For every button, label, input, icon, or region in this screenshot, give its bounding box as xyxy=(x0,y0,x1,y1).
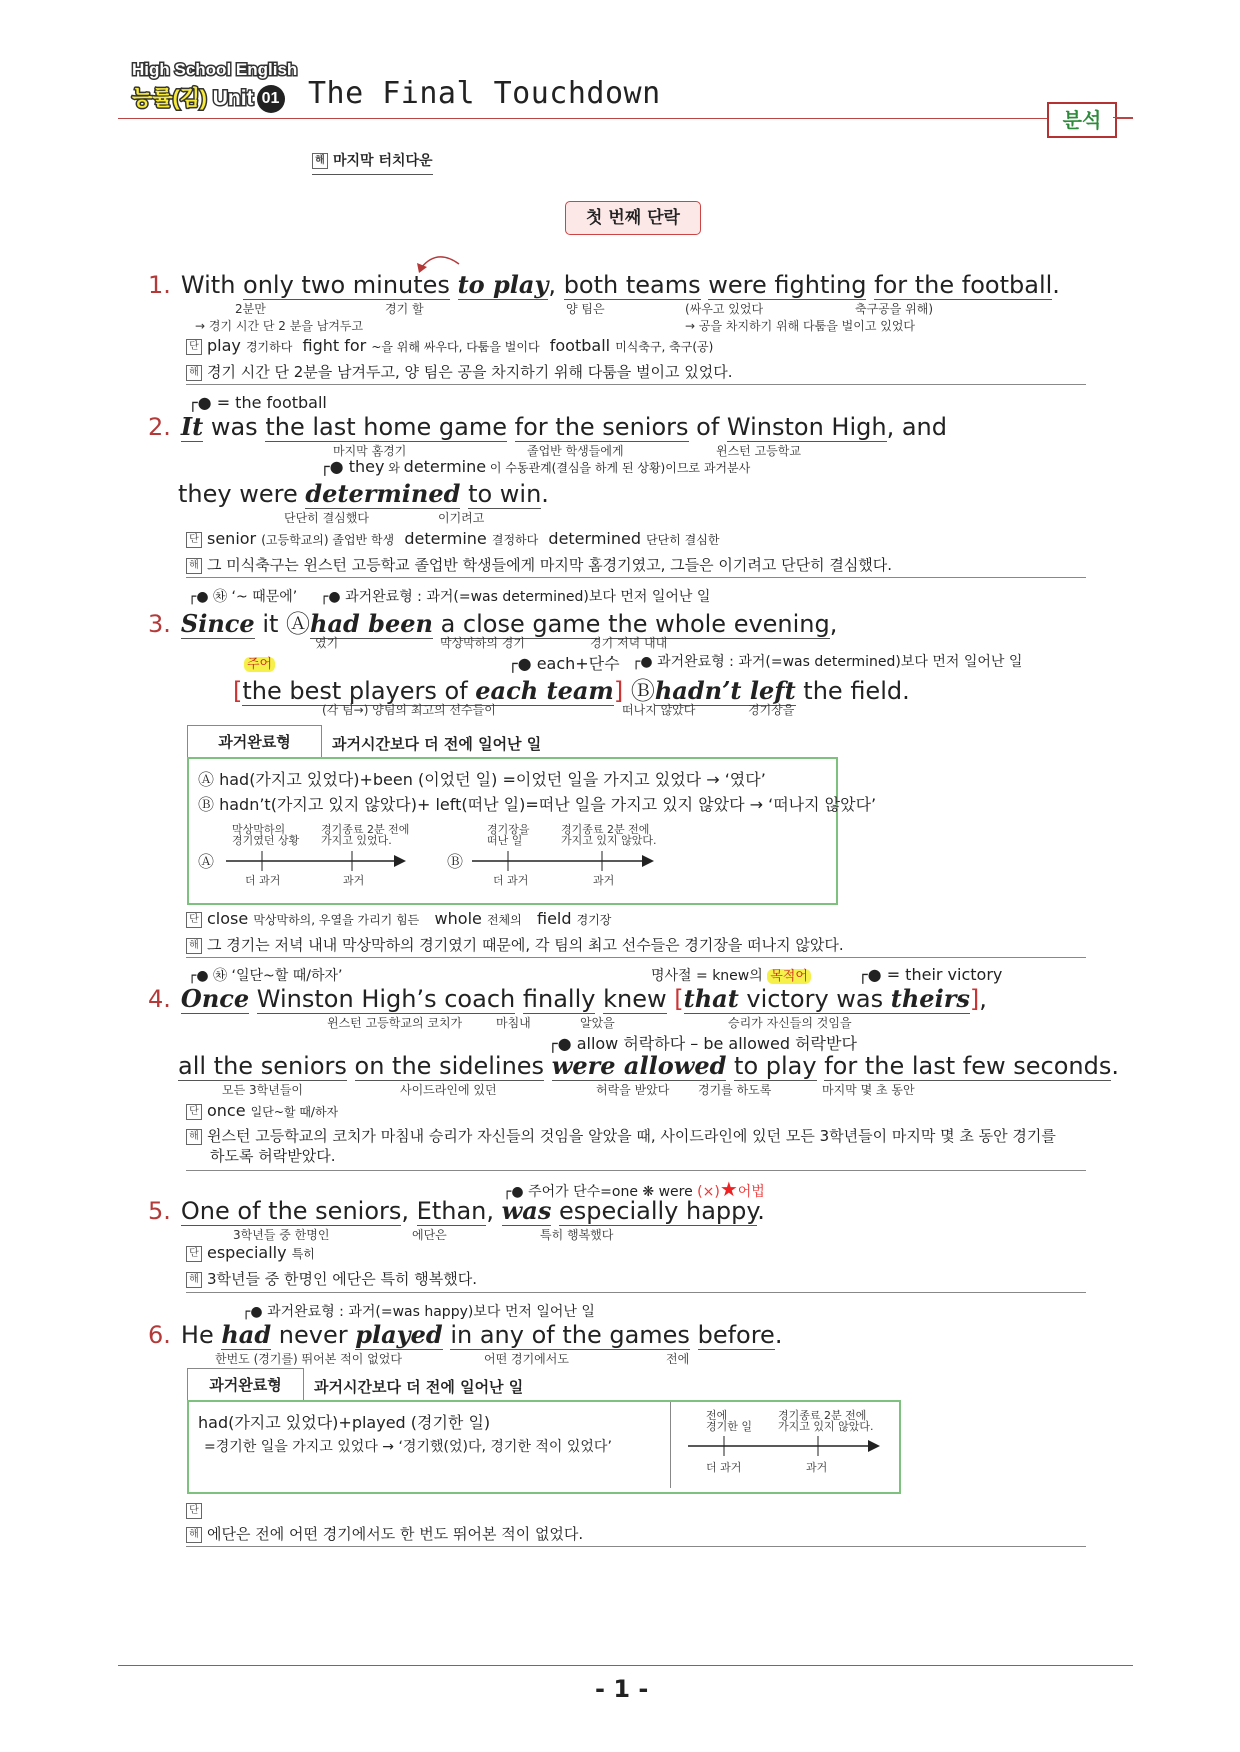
timeline-label: 전에 경기한 일 xyxy=(706,1409,753,1433)
sentence-1: 1. With only two minutes to play, both teams were fighting for the football. xyxy=(148,270,1060,299)
translation-icon: 해 xyxy=(186,558,202,574)
divider xyxy=(186,577,1086,578)
page-number: - 1 - xyxy=(595,1675,649,1703)
timeline-label: 경기장을 떠난 일 xyxy=(487,823,530,847)
sentence-6: 6. He had never played in any of the games before. xyxy=(148,1320,783,1349)
sentence-5: 5. One of the seniors, Ethan, was especially happy. xyxy=(148,1196,765,1225)
timeline-marker: Ⓑ xyxy=(447,852,464,871)
timeline-label: 더 과거 xyxy=(493,874,529,887)
timeline-label: 더 과거 xyxy=(245,874,281,887)
grammar-box-subtitle: 과거시간보다 더 전에 일어난 일 xyxy=(314,1378,524,1396)
vocab-icon: 단 xyxy=(186,532,202,548)
gloss: → 공을 차지하기 위해 다툼을 벌이고 있었다 xyxy=(685,319,916,333)
logo-line1: High School English xyxy=(132,60,298,79)
grammar-box-divider xyxy=(670,1402,671,1488)
sentence-4: 4. Once Winston High’s coach finally knew [that victory was theirs], xyxy=(148,984,987,1013)
logo-unit-number: 01 xyxy=(257,85,285,113)
sentence-3: 3. Since it Ⓐhad been a close game the whole evening, xyxy=(148,609,838,638)
gloss: 마지막 몇 초 동안 xyxy=(822,1083,915,1097)
grammar-line: had(가지고 있었다)+played (경기한 일) xyxy=(198,1413,491,1432)
gloss: 윈스턴 고등학교의 코치가 xyxy=(327,1016,463,1030)
translation-icon: 해 xyxy=(186,365,202,381)
logo-brand: 능률(김) xyxy=(132,87,207,110)
gloss: 막상막하의 경기 xyxy=(440,636,525,650)
translation-line: 해 윈스턴 고등학교의 코치가 마침내 승리가 자신들의 것임을 알았을 때, 사이드라인에 있던 모든 3학년들이 마지막 몇 초 동안 경기를 하도록 허락받았다. xyxy=(186,1126,1056,1166)
gloss: 전에 xyxy=(666,1352,690,1366)
badge-connector xyxy=(1113,117,1133,118)
gloss: 특히 행복했다 xyxy=(540,1228,614,1242)
vocab-line: 단 play 경기하다 fight for ~을 위해 싸우다, 다툼을 벌이다 football 미식축구, 축구(공) xyxy=(186,336,713,355)
divider xyxy=(186,384,1086,385)
vocab-icon: 단 xyxy=(186,339,202,355)
paragraph-heading: 첫 번째 단락 xyxy=(565,201,701,235)
gloss: 경기를 하도록 xyxy=(698,1083,772,1097)
translated-title-text: 마지막 터치다운 xyxy=(333,153,433,169)
gloss: 마지막 홈경기 xyxy=(333,444,407,458)
note: ┌● 주어가 단수=one ❋ were (×)★어법 xyxy=(503,1177,765,1201)
grammar-box-title: 과거완료형 xyxy=(187,1368,304,1402)
gloss: → 경기 시간 단 2 분을 남겨두고 xyxy=(195,319,364,333)
timeline-marker: Ⓐ xyxy=(198,852,215,871)
note: ┌● 과거완료형 : 과거(=was determined)보다 먼저 일어난 일 xyxy=(320,589,711,605)
note: ┌● they 와 determine 이 수동관계(결심을 하게 된 상황)이므로 과거분사 xyxy=(320,457,751,476)
sentence-4-line2: all the seniors on the sidelines were allowed to play for the last few seconds. xyxy=(178,1051,1120,1080)
translation-icon: 해 xyxy=(186,1129,202,1145)
translation-line: 해 경기 시간 단 2분을 남겨두고, 양 팀은 공을 차지하기 위해 다툼을 벌이고 있었다. xyxy=(186,361,733,382)
gloss: 경기장을 xyxy=(748,703,795,717)
translation-icon: 해 xyxy=(186,938,202,954)
gloss: 승리가 자신들의 것임을 xyxy=(728,1016,852,1030)
note: ┌● allow 허락하다 – be allowed 허락받다 xyxy=(548,1034,857,1053)
timeline-label: 과거 xyxy=(806,1461,828,1474)
gloss: (각 팀→) 양팀의 최고의 선수들이 xyxy=(322,703,496,717)
grammar-line: Ⓑ hadn’t(가지고 있지 않았다)+ left(떠난 일)=떠난 일을 가지고 있지 않았다 → ‘떠나지 않았다’ xyxy=(198,795,877,814)
vocab-line: 단 especially 특히 xyxy=(186,1243,315,1262)
divider xyxy=(186,1292,1086,1293)
grammar-line: =경기한 일을 가지고 있었다 → ‘경기했(었)다, 경기한 적이 있었다’ xyxy=(204,1439,612,1455)
note: ┌● ㉷ ‘~ 때문에’ xyxy=(188,589,298,605)
vocab-icon: 단 xyxy=(186,1246,202,1262)
translation-icon: 해 xyxy=(186,1272,202,1288)
gloss: 이기려고 xyxy=(438,511,485,525)
gloss: 어떤 경기에서도 xyxy=(484,1352,569,1366)
logo-unit: Unit xyxy=(212,87,254,110)
timeline-label: 경기종료 2분 전에 가지고 있었다. xyxy=(321,823,410,847)
gloss: 윈스턴 고등학교 xyxy=(716,444,801,458)
analysis-badge: 분석 xyxy=(1047,102,1117,138)
grammar-box-subtitle: 과거시간보다 더 전에 일어난 일 xyxy=(332,735,542,753)
gloss: 경기 저녁 내내 xyxy=(590,636,668,650)
gloss: 3학년들 중 한명인 xyxy=(233,1228,330,1242)
gloss: 한번도 (경기를) 뛰어본 적이 없었다 xyxy=(215,1352,402,1366)
translation-line: 해 에단은 전에 어떤 경기에서도 한 번도 뛰어본 적이 없었다. xyxy=(186,1523,583,1544)
logo-line2 xyxy=(132,82,285,113)
grammar-line: Ⓐ had(가지고 있었다)+been (이었던 일) =이었던 일을 가지고 있었다 → ‘였다’ xyxy=(198,770,766,789)
vocab-icon: 단 xyxy=(186,912,202,928)
divider xyxy=(186,1170,1086,1171)
translation-icon: 해 xyxy=(312,153,328,169)
timeline-label: 경기종료 2분 전에 가지고 있지 않았다. xyxy=(561,823,657,847)
vocab-line: 단 once 일단~할 때/하자 xyxy=(186,1101,338,1120)
page-title: The Final Touchdown xyxy=(308,76,661,111)
divider xyxy=(186,957,1086,958)
gloss: 떠나지 않았다 xyxy=(622,703,696,717)
gloss: 알았을 xyxy=(580,1016,615,1030)
translation-line: 해 그 경기는 저녁 내내 막상막하의 경기였기 때문에, 각 팀의 최고 선수들은 경기장을 떠나지 않았다. xyxy=(186,934,844,955)
sentence-2: 2. It was the last home game for the seniors of Winston High, and xyxy=(148,412,948,441)
timeline-label: 막상막하의 경기였던 상황 xyxy=(232,823,300,847)
gloss: 경기 할 xyxy=(385,302,424,316)
gloss: 단단히 결심했다 xyxy=(284,511,369,525)
gloss: 모든 3학년들이 xyxy=(222,1083,304,1097)
vocab-line xyxy=(186,1500,207,1519)
note: ┌● = their victory xyxy=(858,965,1003,984)
timeline-label: 더 과거 xyxy=(706,1461,742,1474)
note: ┌● = the football xyxy=(188,393,327,412)
gloss: 2분만 xyxy=(235,302,266,316)
timeline-label: 과거 xyxy=(343,874,365,887)
gloss: 졸업반 학생들에게 xyxy=(527,444,624,458)
translation-icon: 해 xyxy=(186,1527,202,1543)
translation-line: 해 3학년들 중 한명인 에단은 특히 행복했다. xyxy=(186,1268,477,1289)
note: ┌● 과거완료형 : 과거(=was happy)보다 먼저 일어난 일 xyxy=(242,1304,595,1320)
note: 명사절 = knew의 목적어 xyxy=(651,965,811,985)
gloss: (싸우고 있었다 xyxy=(685,302,764,316)
vocab-line: 단 senior (고등학교의) 졸업반 학생 determine 결정하다 determined 단단히 결심한 xyxy=(186,529,719,548)
grammar-box-title: 과거완료형 xyxy=(187,725,322,759)
divider xyxy=(186,1546,1086,1547)
timeline-label: 경기종료 2분 전에 가지고 있지 않았다. xyxy=(778,1409,874,1433)
timeline-arrow-icon xyxy=(686,1431,882,1461)
vocab-icon: 단 xyxy=(186,1503,202,1519)
footer-divider xyxy=(118,1665,1133,1666)
header-divider xyxy=(118,118,1133,119)
vocab-line: 단 close 막상막하의, 우열을 가리기 힘든 whole 전체의 field 경기장 xyxy=(186,909,611,928)
gloss: 허락을 받았다 xyxy=(596,1083,670,1097)
note: ┌● 과거완료형 : 과거(=was determined)보다 먼저 일어난 일 xyxy=(632,654,1023,670)
gloss: 에단은 xyxy=(412,1228,447,1242)
sentence-2-line2: they were determined to win. xyxy=(178,479,549,508)
gloss: 축구공을 위해) xyxy=(855,302,934,316)
gloss: 마침내 xyxy=(496,1016,531,1030)
subject-tag: 주어 xyxy=(244,653,275,672)
note: ┌● each+단수 xyxy=(508,654,620,673)
sentence-3-line2: [the best players of each team] Ⓑhadn’t left the field. xyxy=(233,676,910,705)
translated-title xyxy=(312,150,433,175)
translation-line: 해 그 미식축구는 윈스턴 고등학교 졸업반 학생들에게 마지막 홈경기였고, 그들은 이기려고 단단히 결심했다. xyxy=(186,554,892,575)
gloss: 였기 xyxy=(315,636,339,650)
star-icon: ★ xyxy=(719,1177,738,1201)
timeline-label: 과거 xyxy=(593,874,615,887)
gloss: 양 팀은 xyxy=(566,302,605,316)
note: ┌● ㉷ ‘일단~할 때/하자’ xyxy=(188,968,343,984)
gloss: 사이드라인에 있던 xyxy=(400,1083,497,1097)
vocab-icon: 단 xyxy=(186,1104,202,1120)
